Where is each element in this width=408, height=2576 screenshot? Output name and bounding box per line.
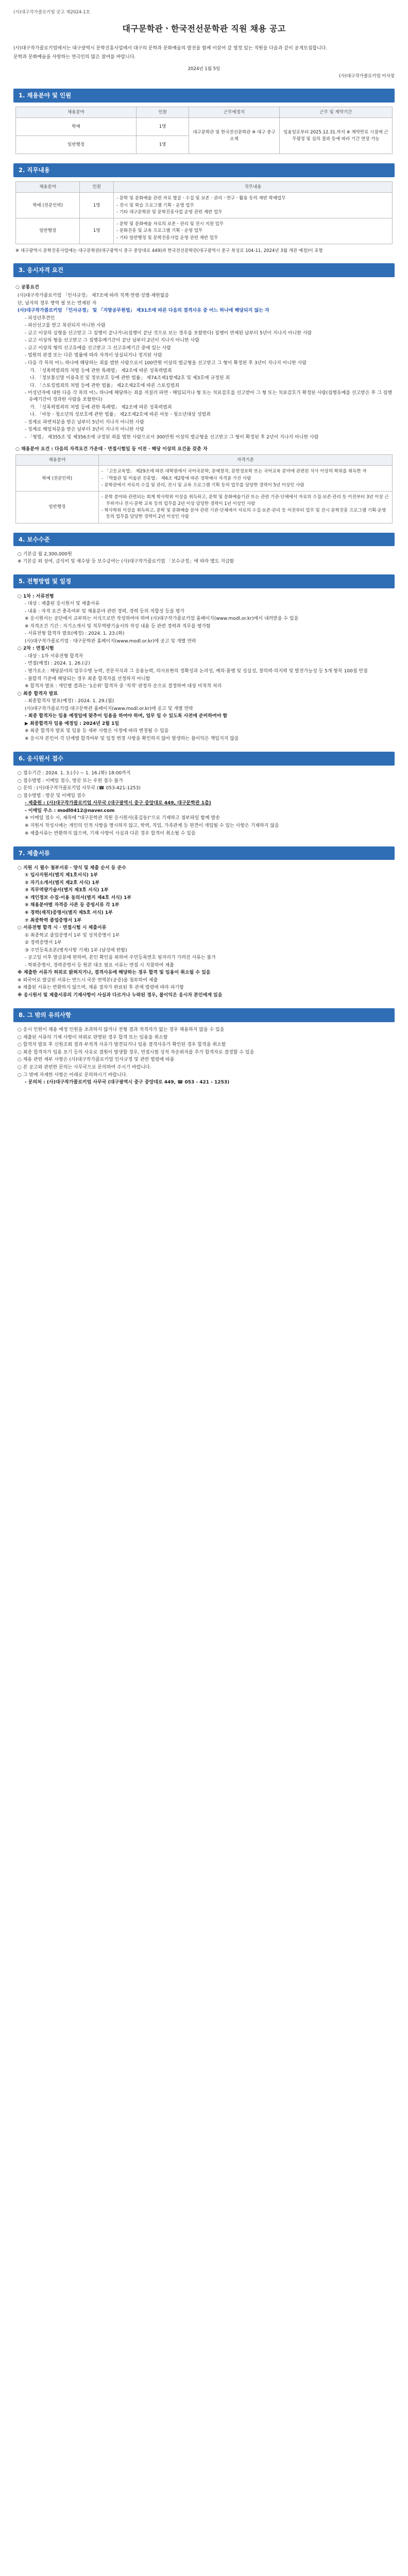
list-item: - 학사학위 이상을 취득하고, 문학 및 문화예술 분야 관련 기관·단체에서 자료의 수집·보존·관리 등 이전부터 업무 및 전시 문학진흥 프로그램 기획·운영 등의 업무를 담당한 경력이 2년 이상인 사람 [101, 507, 389, 520]
list-item: - 대상 : 제출된 응시원서 및 제출서류 [25, 601, 100, 607]
section-title: 6. 응시원서 접수 [13, 752, 395, 766]
table-header: 직무내용 [114, 181, 393, 192]
list-item: ③ 직무역량기술서(별지 제3호 서식) 1부 [25, 888, 109, 893]
list-item: ※ 외국어로 발급된 서류는 반드시 국문 번역본(공증)을 첨부하여 제출 [18, 977, 158, 983]
recruitment-notice [0, 0, 408, 1103]
section-title: 4. 보수수준 [13, 533, 395, 547]
list-item: (사)대구작가콜로키엄·대구문학관 홈페이지(www.modl.or.kr)에 공고 및 개별 연락 [25, 706, 193, 711]
qualification-table [15, 454, 393, 523]
list-item: - 불합격 기준에 해당되는 경우 최종 합격자를 선정하지 아니함 [25, 676, 150, 682]
disq-item: - 금고 이상의 형을 선고받고 그 집행유예기간이 끝난 날부터 2년이 지나지 아니한 사람 [25, 338, 199, 344]
disq-item: - 파산선고를 받고 복권되지 아니한 사람 [25, 323, 106, 329]
list-item: ○ 문의 : (사)대구작가콜로키엄 사무국 (☎ 053-421-1253) [18, 786, 141, 791]
section-duties [13, 163, 395, 254]
disq-item: - 징계로 해임처분을 받은 날부터 3년이 지나지 아니한 사람 [25, 427, 144, 433]
special-requirements-heading: ○ 채용분야 요건 : 다음의 자격요건 가운데 · 면접시험일 등 이전 · 해당 이상의 요건을 갖춘 자 [15, 447, 208, 452]
list-item: - 기타 대구문학관 및 문학진흥사업 운영 관련 제반 업무 [116, 209, 389, 215]
list-item: - 기타 일반행정 및 문학진흥사업 운영 관련 제반 업무 [116, 235, 389, 241]
list-item: - 문학 및 문화예술 자료의 보존ㆍ관리 및 전시 지원 업무 [116, 221, 389, 227]
section-process [13, 574, 395, 742]
list-item: ※ 이메일 접수 시, 제목에 "대구문학관 직원 응시원서(홍길동)"으로 기재하고 첨부파일 함께 발송 [25, 816, 220, 821]
list-item: - 학위증명서, 경력증명서 등 원본 대조 필요 서류는 면접 시 지참하여 제출 [25, 962, 174, 968]
list-item: - 서류전형 합격자 발표(예정) : 2024. 1. 23.(화) [25, 631, 125, 637]
table-cell: 대구문학관 및 한국전선문학관 ※ 대구 중구 소재 [189, 118, 279, 154]
table-cell: 임용일로부터 2025.12.31.까지 ※ 계약만료 시점에 근무평정 및 심의 결과 등에 따라 기간 연장 가능 [279, 118, 392, 154]
section-positions [13, 89, 395, 154]
section-application [13, 752, 395, 837]
table-row [16, 118, 393, 136]
list-item: ○ 접수방법 : 이메일 접수, 방문 또는 우편 접수 불가 [18, 778, 123, 784]
list-item: ○ 기본급 월 2,300,000원 [18, 551, 72, 557]
list-item: ○ 지원 시 필수 첨부서류 · 양식 및 제출 순서 등 준수 [18, 865, 126, 871]
list-item: - 문학관에서 자료의 수집 및 관리, 전시 및 교육 프로그램 기획 등의 업무를 담당한 경력이 5년 이상인 사람 [101, 482, 389, 488]
list-item: - 최종 합격자는 임용 예정일에 맞추어 임용을 하여야 하며, 업무 일 수 있도록 사전에 준비하여야 함 [25, 714, 228, 719]
disq-subitem: 나. 「정보통신망 이용촉진 및 정보보호 등에 관한 법률」 제74조제1항제2호 및 제3호에 규정된 죄 [30, 376, 230, 381]
list-item: - 전시 및 학습 프로그램 기획ㆍ운영 업무 [116, 202, 389, 209]
intro-paragraph: 문학과 문화예술을 사랑하는 연극인의 많은 참여를 바랍니다. [13, 54, 136, 60]
list-item: - 내용 : 자격 요건 충족여부 및 채용분야 관련 경력, 경력 등의 적합성 등을 평가 [25, 608, 185, 614]
disq-item: - 다음 각 목의 어느 하나에 해당하는 죄를 범한 사람으로서 100만원 이상의 벌금형을 선고받고 그 형이 확정된 후 3년이 지나지 아니한 사람 [25, 361, 307, 366]
list-item: ○ 응시 인원이 채용 예정 인원을 초과하지 않거나 전형 결과 적격자가 없는 경우 채용하지 않을 수 있음 [18, 1027, 225, 1033]
list-item: - 문학 분야와 관련되는 회계 학사학위 이상을 취득하고, 문학 및 문화예술기관 또는 관련 기관·단체에서 자료의 수집·보존·관리 등 이전부터 3년 이상 근무하거나 전시·문학 교육 등의 업무를 2년 이상 담당한 경력이 1년 이상인 사람 [101, 494, 389, 507]
table-header: 채용분야 [16, 455, 99, 466]
disq-subitem: 가. 「성폭력범죄의 처벌 등에 관한 특례법」 제2조에 따른 성폭력범죄 [30, 404, 172, 410]
notice-number: (사)대구작가콜로키엄 공고 제2024-1호 [13, 10, 90, 15]
list-item: ○ 그 밖에 자세한 사항은 아래로 문의하시기 바랍니다. [18, 1072, 128, 1078]
table-cell: 일반행정 [16, 218, 80, 244]
list-item: - 평가요소 : 해당분야의 업무수행 능력, 전문지식과 그 응용능력, 의사표현의 정확성과 논리성, 예의·품행 및 성실성, 창의력·의지력 및 발전가능성 등 5개 항목 100점 만점 [25, 668, 368, 674]
section-title: 2. 직무내용 [13, 163, 395, 177]
list-item: ○ 합격자 발표 후 신원조회 결과 부적격 사유가 발견되거나 임용 결격사유가 확인된 경우 합격을 취소함 [18, 1042, 226, 1048]
table-header: 자격기준 [98, 455, 392, 466]
table-cell: 1명 [80, 218, 114, 244]
list-item: ○ 접수방법 : 방문 및 이메일 접수 [18, 793, 86, 799]
section-title: 5. 전형방법 및 일정 [13, 574, 395, 588]
table-cell [98, 492, 392, 523]
table-cell: 학예 (전문인력) [16, 193, 80, 218]
page-title: 대구문학관ㆍ한국전선문학관 직원 채용 공고 [122, 24, 286, 34]
section-qualifications [13, 263, 395, 523]
list-item: - 「고등교육법」 제29조에 따른 대학원에서 국어국문학, 문예창작, 문헌정보학 또는 국어교육 분야에 관련된 석사 이상의 학위를 취득한 자 [101, 468, 389, 474]
disq-item: - 징계로 파면처분을 받은 날부터 5년이 지나지 아니한 사람 [25, 419, 144, 425]
list-item: - 제출원 : (사)대구작가콜로키엄 사무국 (대구광역시 중구 중앙대로 449, 대구문학관 1층) [25, 801, 211, 806]
list-item: - 문화진흥 및 교육 프로그램 기획ㆍ운영 업무 [116, 228, 389, 234]
list-item: - 문학 및 문화예술 관련 자료 발굴ㆍ수집 및 보존ㆍ관리ㆍ연구ㆍ활용 등의 제반 학예업무 [116, 195, 389, 201]
table-cell: 1명 [136, 118, 189, 136]
table-header: 인원 [80, 181, 114, 192]
disq-subitem: 가. 「성폭력범죄의 처벌 등에 관한 특례법」 제2조에 따른 성폭력범죄 [30, 368, 172, 374]
table-cell [114, 193, 393, 218]
common-requirements-heading: ○ 공통요건 [15, 285, 39, 291]
organization: (사)대구작가콜로키엄 이사장 [339, 73, 395, 79]
list-item: - 「박물관 및 미술관 진흥법」 제6조 제2항에 따른 정학예사 자격증 가진 사람 [101, 476, 389, 482]
list-item: ○ 최종 합격자가 임용 포기 등의 사유로 결원이 발생할 경우, 면접시험 성적 차순위자를 추가 합격자로 결정할 수 있음 [18, 1049, 254, 1055]
list-item: ※ 기본급 외 상여, 급식비 및 제수당 등 보수급여는 (사)대구작가콜로키엄 「보수규정」에 따라 별도 지급함 [18, 559, 234, 565]
table-row [16, 218, 393, 244]
table-cell: 학예 (전문인력) [16, 466, 99, 492]
table-header: 근무예정지 [189, 107, 279, 117]
disq-item: - 금고 이상의 형의 선고유예를 선고받고 그 선고유예기간 중에 있는 사람 [25, 345, 171, 351]
list-item: ○ 채용 관련 세부 사항은 (사)대구작가콜로키엄 인사규정 및 관련 법령에 따름 [18, 1057, 175, 1063]
list-item: - 대상 : 1차 서류전형 합격자 [25, 653, 83, 659]
intro [13, 45, 395, 61]
list-item: ③ 주민등록초본(병적사항 기재) 1부 (남성에 한함) [25, 947, 127, 953]
list-item: ⑥ 경력(재직)증명서(별지 제5호 서식) 1부 [25, 910, 113, 916]
section-salary [13, 533, 395, 566]
duties-note: ※ 대구광역시 문학진흥사업에는 대구문학관(대구광역시 중구 중앙대로 449)과 한국전선문학관(대구광역시 중구 북성로 104-11, 2024년 3월 개관 예정)이 포함 [15, 248, 323, 254]
list-item: ※ 제출한 서류가 허위로 밝혀지거나, 결격사유에 해당하는 경우 합격 및 임용이 취소될 수 있음 [18, 970, 211, 976]
disq-subitem: 나. 「아동ㆍ청소년의 성보호에 관한 법률」 제2조제2호에 따른 아동ㆍ청소년대상 성범죄 [30, 412, 211, 418]
table-cell: 학예 [16, 118, 137, 136]
list-item: ○ 최종 합격자 발표 [18, 691, 58, 697]
list-item: ▶ 최종합격자 임용 예정일 : 2024년 2월 1일 [25, 721, 120, 726]
table-cell: 일반행정 [16, 136, 137, 154]
email-address[interactable]: - 이메일 주소 : modl0412@naver.com [25, 808, 115, 814]
table-cell: 일반행정 [16, 492, 99, 523]
list-item: ① 입사지원서(별지 제1호서식) 1부 [25, 873, 98, 878]
contact-line: - 문의처 : (사)대구작가콜로키엄 사무국 (대구광역시 중구 중앙대로 449, ☎ 053 - 421 - 1253) [25, 1080, 230, 1086]
positions-table [15, 107, 393, 154]
list-item: ※ 최종 합격자 발표 및 임용 등 세부 사항은 사정에 따라 변경될 수 있음 [25, 728, 169, 734]
list-item: ※ 자격조건 기간 : 자기소개서 및 직무역량기술서의 작성 내용 등 관련 경력과 직무를 평가함 [25, 623, 211, 629]
list-item: ※ 응시자 본인이 각 단계별 합격여부 및 일정 변경 사항을 확인하지 않아 발생하는 불이익은 책임지지 않음 [25, 736, 239, 741]
disq-item: - 금고 이상의 실형을 선고받고 그 집행이 끝나거나(집행이 끝난 것으로 보는 경우를 포함한다) 집행이 면제된 날부터 5년이 지나지 아니한 사람 [25, 330, 312, 336]
list-item: 단, 남자의 경우 병역 필 또는 면제된 자 [18, 300, 97, 306]
notice-date: 2024년 1월 5일 [188, 66, 220, 72]
table-row [16, 466, 393, 492]
section-title: 8. 그 밖의 유의사항 [13, 1008, 395, 1022]
section-title: 3. 응시자격 요건 [13, 263, 395, 277]
list-item: ※ 지원서 작성시에는 개인의 인적 사항을 명시하지 않고, 학력, 직업, 가족관계 등 편견이 개입될 수 있는 사항은 기재하지 않음 [25, 823, 279, 828]
list-item: - 공고일 이후 발급분에 한하며, 본인 확인을 위하여 주민등록번호 뒷자리가 가려진 서류는 불가 [25, 955, 216, 961]
disq-item: - 미성년자에 대한 다음 각 목의 어느 하나에 해당하는 죄를 저질러 파면ㆍ해임되거나 형 또는 치료감호를 선고받아 그 형 또는 치료감호가 확정된 사람(집행유예를 선고받은 후 그 집행유예기간이 경과한 사람을 포함한다) [25, 391, 392, 403]
disq-item: - 피성년후견인 [25, 315, 55, 321]
table-row [16, 193, 393, 218]
list-item: ② 자기소개서(별지 제2호 서식) 1부 [25, 880, 100, 886]
list-item: ○ 접수기간 : 2024. 1. 3.(수) ~ 1. 16.(화) 18:00까지 [18, 771, 131, 776]
list-item: (사)대구작가콜로키엄 · 대구문학관 홈페이지(www.modl.or.kr)에 공고 및 개별 연락 [25, 638, 196, 644]
list-item: ※ 응시원서 및 제출서류의 기재사항이 사실과 다르거나 누락된 경우, 불이익은 응시자 본인에게 있음 [18, 993, 223, 998]
disq-item: - 법원의 판결 또는 다른 법률에 따라 자격이 상실되거나 정지된 사람 [25, 353, 162, 359]
list-item: (사)대구작가콜로키엄 「인사규정」 제7조에 따라 직책·연령·성별·제한없음 [18, 293, 169, 299]
intro-paragraph: (사)대구작가콜로키엄에서는 대구광역시 문학진흥사업에서 대구의 문학과 문화예술의 발전을 함께 이끌어 갈 열정 있는 직원을 다음과 같이 공개모집합니다. [13, 45, 328, 51]
list-item: (사)대구작가콜로키엄 「인사규정」 및 「지방공무원법」 제31조에 따른 다음의 결격사유 중 어느 하나에 해당되지 않는 자 [18, 308, 269, 314]
list-item: ○ 제출된 서류의 기재 사항이 허위로 판명된 경우 합격 또는 임용을 취소함 [18, 1035, 168, 1040]
list-item: ※ 합격자 발표 : 개인별 결과는 '1순위' 합격자 중 '적격' 판정자 순으로 결정하며 대상 미적격 처리 [25, 684, 222, 689]
table-cell: 1명 [136, 136, 189, 154]
disq-subitem: 다. 「스토킹범죄의 처벌 등에 관한 법률」 제2조제2호에 따른 스토킹범죄 [30, 383, 179, 388]
list-item: ※ 제출서류는 반환하지 않으며, 기재 사항이 사실과 다른 경우 합격이 취소될 수 있음 [25, 831, 196, 836]
duties-table [15, 181, 393, 244]
table-cell: 1명 [80, 193, 114, 218]
table-header: 채용분야 [16, 181, 80, 192]
list-item: ④ 개인정보 수집·이용 동의서(별지 제4호 서식) 1부 [25, 895, 132, 901]
list-item: ① 최종학교 졸업증명서 1부 및 성적증명서 1부 [25, 933, 120, 938]
table-header: 근무 및 계약기간 [279, 107, 392, 117]
list-item: ○ 2차 : 면접시험 [18, 646, 54, 652]
list-item: ⑦ 최종학력 졸업증명서 1부 [25, 918, 82, 923]
table-cell [98, 466, 392, 492]
disq-item: - 「형법」 제355조 및 제356조에 규정된 죄를 범한 사람으로서 300만원 이상의 벌금형을 선고받고 그 형이 확정된 후 2년이 지나지 아니한 사람 [25, 434, 319, 440]
list-item: ② 경력증명서 1부 [25, 940, 62, 946]
section-notes [13, 1008, 395, 1086]
list-item: ○ 1차 : 서류전형 [18, 594, 54, 599]
list-item: ※ 제출된 서류는 반환하지 않으며, 채용 절차가 완료된 후 관계 법령에 따라 파기함 [18, 985, 184, 991]
section-title: 1. 채용분야 및 인원 [13, 89, 395, 103]
section-documents [13, 846, 395, 999]
table-header: 인원 [136, 107, 189, 117]
section-title: 7. 제출서류 [13, 846, 395, 860]
table-header: 채용분야 [16, 107, 137, 117]
table-cell [114, 218, 393, 244]
list-item: ⑤ 채용분야별 자격증 사본 등 증빙서류 각 1부 [25, 903, 120, 908]
list-item: - 최종합격자 발표(예정) : 2024. 1. 29.(월) [25, 699, 114, 704]
list-item: ○ 서류전형 합격 시 · 면접시험 시 제출서류 [18, 925, 107, 931]
table-row [16, 492, 393, 523]
list-item: ※ 응시원서는 공단에서 교부하는 서식으로만 작성하여야 하며 (사)대구작가콜로키엄 홈페이지(www.modl.or.kr)에서 내려받을 수 있음 [25, 616, 299, 622]
list-item: - 면접(예정) : 2024. 1. 26.(금) [25, 661, 90, 667]
list-item: ○ 본 공고와 관련한 문의는 사무국으로 문의하여 주시기 바랍니다. [18, 1064, 151, 1070]
